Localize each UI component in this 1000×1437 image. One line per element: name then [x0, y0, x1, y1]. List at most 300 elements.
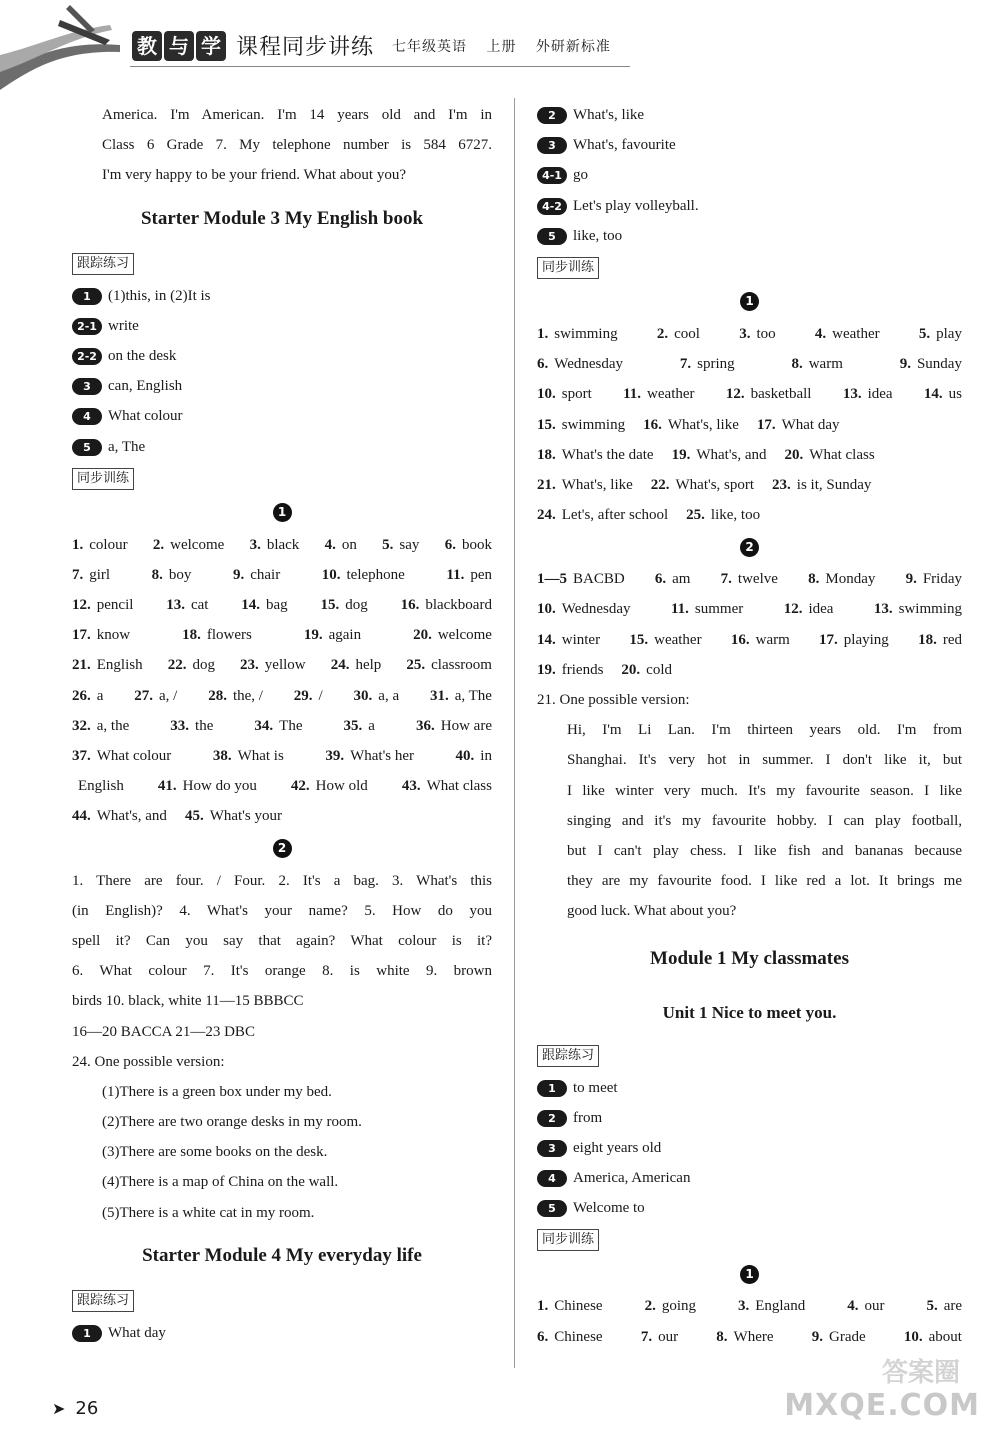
answer-item: [772, 470, 871, 500]
answer-text: idea: [808, 601, 834, 618]
track-answer-row: [537, 1103, 962, 1133]
question-number: 24.: [330, 657, 350, 674]
edition-label: 外研新标准: [535, 38, 611, 55]
answer-row: [72, 741, 492, 771]
brand-char: 教: [132, 31, 162, 61]
question-number: 34.: [254, 717, 274, 734]
track-answer-row: [72, 341, 492, 371]
answer-text: sport: [561, 386, 592, 403]
text-line: good luck. What about you?: [567, 903, 737, 920]
answer-item: [906, 564, 962, 594]
text-line: 6. What colour 7. It's orange 8. is white 9. brown: [72, 963, 492, 980]
question-number: 36.: [416, 717, 435, 734]
answer-text: blackboard: [425, 597, 492, 614]
answer-row: [537, 655, 962, 685]
question-number: 9.: [232, 566, 245, 583]
answer-text: What's your: [209, 808, 282, 825]
answer-text: say: [399, 536, 420, 553]
question-number: 20.: [784, 446, 804, 463]
answer-text: to meet: [573, 1079, 618, 1096]
answer-item: [537, 594, 631, 624]
track-answer-row: [72, 1318, 492, 1348]
answer-item: [655, 564, 691, 594]
text-line: they are my favourite food. I like red a lot. It brings me: [567, 873, 962, 890]
answer-item: [382, 530, 419, 560]
answer-item: [643, 410, 739, 440]
answer-item: [72, 681, 103, 711]
answer-text: bag: [266, 597, 288, 614]
answer-text: go: [573, 167, 588, 184]
question-number-badge: 4: [72, 408, 102, 425]
track-answer-row: [72, 371, 492, 401]
answer-row: [72, 801, 492, 831]
question-number: 6.: [537, 356, 549, 373]
answer-row: [72, 771, 492, 801]
track-answers: [537, 1073, 962, 1224]
answer-text: How old: [315, 778, 368, 795]
sync-training-label: 同步训练: [537, 257, 599, 279]
question-number: 43.: [401, 778, 421, 795]
answer-item: [904, 1322, 962, 1352]
part-number-icon: 2: [740, 538, 759, 557]
answer-row: [537, 440, 962, 470]
answer-row: [72, 590, 492, 620]
question-number-badge: 3: [537, 1140, 567, 1157]
part-number-icon: 1: [740, 292, 759, 311]
answer-item: [72, 620, 130, 650]
text-line: (3)There are some books on the desk.: [102, 1144, 328, 1161]
question-number: 27.: [134, 687, 154, 704]
watermark-cn: 答案圈: [881, 1358, 960, 1388]
answer-text: telephone: [346, 566, 405, 583]
arrow-icon: ➤: [52, 1399, 66, 1418]
answer-text: What day: [781, 416, 840, 433]
answer-text: English: [96, 657, 143, 674]
answer-item: [152, 560, 192, 590]
question-number: 13.: [873, 601, 893, 618]
text-line: 1. There are four. / Four. 2. It's a bag. 3. What's this: [72, 872, 492, 889]
question-number: 7.: [679, 356, 692, 373]
answer-item: [158, 771, 257, 801]
answer-text: What colour: [96, 748, 172, 764]
answer-item: [731, 625, 790, 655]
answer-row: [537, 564, 962, 594]
question-number: 10.: [321, 566, 341, 583]
answer-item: [72, 530, 128, 560]
answer-item: [874, 594, 962, 624]
answer-text: eight years old: [573, 1139, 662, 1156]
answer-text: winter: [561, 631, 601, 648]
answer-item: [72, 560, 110, 590]
answer-text: What's the date: [561, 446, 654, 463]
question-number: 38.: [212, 748, 232, 764]
question-number: 41.: [157, 778, 177, 795]
brand-char: 学: [196, 31, 226, 61]
question-number: 10.: [537, 386, 556, 403]
question-number: 1.: [72, 536, 84, 553]
question-number-badge: 3: [72, 378, 102, 395]
text-line: spell it? Can you say that again? What colour is it?: [72, 932, 492, 949]
answer-item: [738, 1291, 805, 1321]
answer-text: a, the: [96, 717, 130, 734]
question-number: 12.: [725, 386, 745, 403]
answer-item: [757, 410, 840, 440]
question-number: 4.: [814, 325, 827, 342]
question-number-badge: 1: [537, 1080, 567, 1097]
answer-item: [680, 349, 735, 379]
answer-item: [233, 560, 280, 590]
question-number: 4.: [847, 1298, 859, 1315]
intro-paragraph: [72, 100, 492, 191]
answer-text: chair: [250, 566, 281, 583]
answer-text: like, too: [573, 227, 623, 244]
answer-row: [72, 560, 492, 590]
module-title: Starter Module 4 My everyday life: [142, 1244, 422, 1266]
question-number: 23.: [240, 657, 259, 674]
question-number: 8.: [151, 566, 163, 583]
answer-item: [843, 379, 893, 409]
question-number: 29.: [293, 687, 313, 704]
question-number-badge: 4-2: [537, 198, 567, 215]
answer-item: [900, 349, 962, 379]
question-number: 19.: [303, 627, 323, 644]
question-number: 16.: [400, 597, 420, 614]
answer-text: spring: [697, 356, 735, 373]
track-answer-row: [537, 160, 962, 190]
answer-text: Monday: [825, 571, 876, 588]
question-number: 9.: [811, 1328, 823, 1345]
q24-heading: 24. One possible version:: [72, 1053, 225, 1070]
answer-text: black: [266, 536, 300, 553]
part1-answers: [72, 530, 492, 832]
question-number: 7.: [72, 566, 84, 583]
text-line: America. I'm American. I'm 14 years old and I'm in: [102, 107, 492, 123]
question-number: 19.: [671, 446, 691, 463]
text-line: Shanghai. It's very hot in summer. I don't like it, but: [567, 752, 962, 769]
answer-row: [72, 711, 492, 741]
answer-text: again: [328, 627, 362, 644]
answer-item: [919, 319, 962, 349]
sync-training-label: 同步训练: [537, 1229, 599, 1251]
question-number: 6.: [654, 571, 667, 588]
answer-item: [413, 620, 492, 650]
answer-item: [785, 440, 875, 470]
answer-item: [537, 440, 654, 470]
answer-text: our: [658, 1328, 679, 1345]
answer-item: [401, 590, 492, 620]
answer-text: What's, favourite: [573, 137, 676, 154]
answer-text: a, /: [159, 687, 178, 704]
answer-text: What's, like: [573, 107, 645, 123]
answer-item: [416, 711, 492, 741]
answer-row: [537, 470, 962, 500]
series-title: 课程同步讲练: [236, 35, 375, 60]
answer-text: like, too: [710, 507, 761, 524]
answer-item: [726, 379, 812, 409]
answer-item: [537, 349, 623, 379]
question-number-badge: 2-1: [72, 318, 102, 335]
answer-text: boy: [168, 566, 192, 583]
answer-item: [686, 500, 760, 530]
answer-item: [645, 1291, 696, 1321]
question-number: 14.: [923, 386, 943, 403]
answer-item: [537, 564, 625, 594]
answer-row: [537, 625, 962, 655]
answer-item: [537, 1291, 603, 1321]
answer-item: [321, 590, 368, 620]
answer-item: [182, 620, 252, 650]
answer-text: are: [943, 1298, 962, 1315]
question-number: 33.: [170, 717, 190, 734]
question-number: 22.: [650, 476, 670, 493]
question-number: 8.: [791, 356, 803, 373]
watermark: MXQE.COM: [784, 1388, 980, 1423]
book-meta: [392, 36, 611, 56]
question-number: 12.: [783, 601, 803, 618]
answer-text: swimming: [554, 325, 618, 342]
answer-item: [294, 681, 323, 711]
track-practice-label: 跟踪练习: [537, 1045, 599, 1067]
answer-item: [629, 625, 701, 655]
answer-text: going: [661, 1298, 696, 1315]
answer-item: [537, 655, 603, 685]
answer-text: warm: [755, 631, 790, 648]
answer-item: [657, 319, 700, 349]
question-number: 11.: [446, 566, 465, 583]
answer-text: weather: [647, 386, 695, 403]
answer-text: BACBD: [573, 571, 625, 588]
answer-text: yellow: [264, 657, 306, 674]
answer-item: [325, 530, 357, 560]
question-number: 8.: [716, 1328, 728, 1345]
brand-char: 与: [164, 31, 194, 61]
answer-text: cat: [190, 597, 209, 614]
question-number-badge: 2: [537, 1110, 567, 1127]
text-line: I like winter very much. It's my favourite season. I like: [567, 782, 962, 799]
question-number: 28.: [208, 687, 227, 704]
question-number-badge: 4: [537, 1170, 567, 1187]
track-answer-row: [72, 311, 492, 341]
part-number-icon: 2: [273, 839, 292, 858]
question-number: 23.: [772, 476, 791, 493]
grade-label: 七年级英语: [392, 38, 468, 55]
question-number: 6.: [537, 1328, 549, 1345]
answer-item: [446, 560, 492, 590]
answer-item: [537, 500, 668, 530]
part2-answers: [72, 866, 492, 1047]
answer-text: idea: [867, 386, 893, 403]
unit-title: Unit 1 Nice to meet you.: [662, 1002, 837, 1022]
answer-text: Sunday: [916, 356, 962, 373]
question-number: 7.: [640, 1328, 653, 1345]
question-number: 42.: [290, 778, 310, 795]
answer-item: [537, 1322, 603, 1352]
answer-text: write: [108, 317, 139, 334]
text-line: (2)There are two orange desks in my room.: [102, 1114, 362, 1131]
answer-item: [134, 681, 177, 711]
text-line: birds 10. black, white 11—15 BBBCC: [72, 993, 304, 1010]
answer-text: us: [948, 386, 962, 403]
question-number: 44.: [72, 808, 91, 825]
question-number: 12.: [72, 597, 91, 614]
answer-text: warm: [808, 356, 843, 373]
part-number-icon: 1: [273, 503, 292, 522]
question-number: 22.: [167, 657, 187, 674]
answer-item: [537, 379, 592, 409]
answer-item: [924, 379, 962, 409]
answer-text: from: [573, 1109, 603, 1126]
answer-text: dog: [192, 657, 215, 674]
question-number: 45.: [184, 808, 204, 825]
answer-text: a, The: [108, 438, 146, 455]
question-number: 26.: [72, 687, 91, 704]
question-number: 13.: [166, 597, 185, 614]
answer-item: [537, 470, 633, 500]
answer-text: What's, and: [696, 446, 767, 463]
track-answers: [72, 281, 492, 462]
text-line: 16—20 BACCA 21—23 DBC: [72, 1023, 255, 1040]
answer-text: America, American: [573, 1170, 691, 1187]
question-number: 30.: [353, 687, 373, 704]
answer-text: book: [461, 536, 492, 553]
answer-item: [621, 655, 672, 685]
answer-text: flowers: [206, 627, 252, 644]
track-answer-row: [537, 1163, 962, 1193]
answer-item: [254, 711, 302, 741]
answer-text: weather: [832, 325, 880, 342]
answer-text: Let's play volleyball.: [573, 197, 699, 214]
answer-text: a, a: [378, 687, 400, 704]
question-number-badge: 2: [537, 107, 567, 124]
question-number: 18.: [182, 627, 201, 644]
question-number: 14.: [537, 631, 556, 648]
question-number: 21.: [537, 476, 556, 493]
text-line: (in English)? 4. What's your name? 5. How do you: [72, 902, 492, 919]
answer-item: [812, 1322, 866, 1352]
text-line: (4)There is a map of China on the wall.: [102, 1174, 339, 1191]
answer-text: English: [78, 778, 124, 795]
question-number: 21.: [72, 657, 91, 674]
answer-text: cool: [674, 325, 700, 342]
answer-item: [291, 771, 368, 801]
answer-item: [721, 564, 778, 594]
question-number: 10.: [537, 601, 556, 618]
answer-text: the: [195, 717, 214, 734]
question-number-badge: 2-2: [72, 348, 102, 365]
answer-item: [791, 349, 842, 379]
question-number-badge: 1: [72, 288, 102, 305]
answer-text: What class: [426, 778, 492, 795]
answer-item: [72, 741, 171, 771]
answer-text: play: [936, 325, 962, 342]
left-column: [72, 100, 492, 1348]
answer-text: twelve: [737, 571, 778, 588]
question-number-badge: 5: [537, 1200, 567, 1217]
track-answer-row: [72, 281, 492, 311]
answer-item: [170, 711, 213, 741]
answer-item: [72, 801, 167, 831]
answer-item: [208, 681, 263, 711]
answer-item: [430, 681, 492, 711]
answer-text: girl: [89, 566, 111, 583]
text-line: (5)There is a white cat in my room.: [102, 1204, 315, 1221]
question-number: 39.: [325, 748, 345, 764]
answer-row: [537, 1291, 962, 1321]
question-number: 37.: [72, 748, 91, 764]
page-footer: [52, 1398, 98, 1419]
answer-text: What's, sport: [675, 476, 755, 493]
answer-item: [808, 564, 875, 594]
part2-answers: [537, 564, 962, 685]
question-number-badge: 3: [537, 137, 567, 154]
answer-text: What's, like: [561, 476, 633, 493]
answer-row: [72, 620, 492, 650]
answer-item: [671, 594, 743, 624]
answer-row: [537, 500, 962, 530]
question-number: 32.: [72, 717, 91, 734]
answer-row: [537, 410, 962, 440]
answer-text: dog: [345, 597, 368, 614]
answer-text: a: [368, 717, 375, 734]
answer-text: What day: [108, 1324, 166, 1341]
answer-text: classroom: [431, 657, 492, 674]
answer-item: [72, 771, 124, 801]
question-number: 5.: [926, 1298, 938, 1315]
answer-item: [651, 470, 754, 500]
answer-text: Grade: [829, 1328, 866, 1345]
header-swoosh-graphic: [0, 0, 140, 110]
answer-text: Chinese: [554, 1298, 603, 1315]
answer-text: in: [480, 748, 492, 764]
essay-paragraph: [537, 715, 962, 926]
answer-item: [72, 711, 129, 741]
answer-text: know: [96, 627, 131, 644]
track-answer-row: [537, 130, 962, 160]
answer-text: pencil: [96, 597, 134, 614]
question-number: 40.: [455, 748, 475, 764]
answer-item: [537, 319, 618, 349]
answer-item: [456, 741, 492, 771]
track-answer-row: [72, 432, 492, 462]
question-number: 16.: [643, 416, 662, 433]
answer-text: What is: [237, 748, 284, 764]
answer-row: [537, 379, 962, 409]
answer-text: pen: [470, 566, 492, 583]
answer-row: [72, 530, 492, 560]
question-number: 18.: [918, 631, 937, 648]
answer-text: welcome: [170, 536, 225, 553]
answer-row: [537, 349, 962, 379]
text-line: Class 6 Grade 7. My telephone number is 584 6727.: [102, 137, 492, 154]
answer-text: on the desk: [108, 347, 177, 364]
question-number: 15.: [629, 631, 649, 648]
answer-text: a: [96, 687, 104, 704]
answer-item: [716, 1322, 773, 1352]
answer-text: red: [942, 631, 962, 648]
question-number: 17.: [72, 627, 91, 644]
answer-text: our: [864, 1298, 885, 1315]
volume-label: 上册: [486, 38, 517, 55]
answer-text: the, /: [232, 687, 263, 704]
question-number-badge: 5: [72, 439, 102, 456]
answer-text: How do you: [182, 778, 257, 795]
answer-item: [784, 594, 834, 624]
question-number-badge: 4-1: [537, 167, 567, 184]
answer-row: [537, 1322, 962, 1352]
question-number: 20.: [621, 661, 641, 678]
answer-text: Friday: [922, 571, 962, 588]
question-number: 6.: [444, 536, 456, 553]
